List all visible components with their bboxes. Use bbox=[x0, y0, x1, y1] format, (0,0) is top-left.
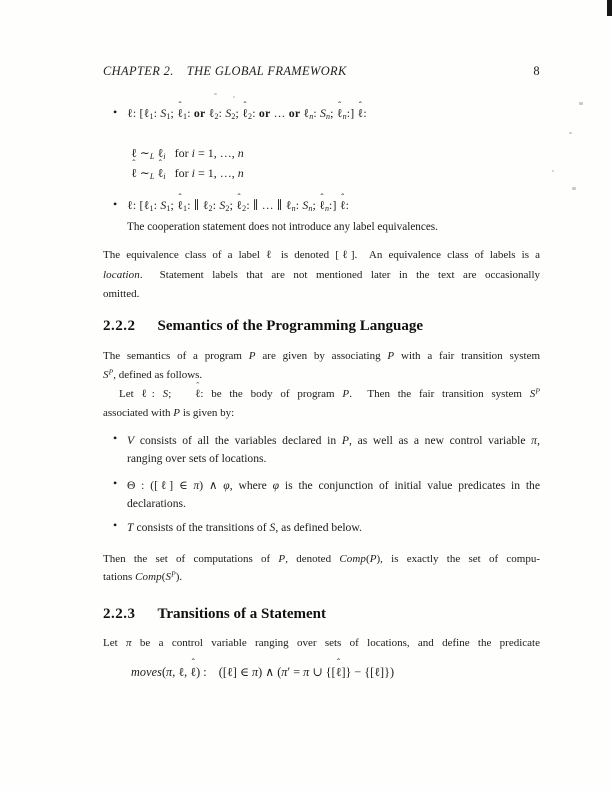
bullet-initial-condition bbox=[112, 477, 540, 512]
chapter-label: CHAPTER 2. bbox=[103, 64, 174, 78]
paragraph-semantics bbox=[103, 347, 540, 384]
text-line: location. Statement labels that are not mentioned later in the text are occasionally bbox=[103, 268, 540, 281]
section-number: 2.2.3 bbox=[103, 606, 136, 622]
scan-speck bbox=[569, 132, 572, 134]
section-title: Semantics of the Programming Language bbox=[157, 318, 424, 334]
equation-line: ℓ $\sim_L$ ℓ$_i$ for i = 1, …, n bbox=[131, 146, 244, 162]
text-line: associated with P is given by: bbox=[103, 407, 235, 419]
equation-line: moves(π, ℓ, ℓ ˆ) : ([ℓ] ∈ π) ∧ (π′ = π ∪ {[ℓ ˆ]} − {[ℓ]}) bbox=[131, 662, 394, 682]
text-line: Let ℓ: S; ℓ ˆ: be the body of program P. Then the fair transition system $S^P$ bbox=[103, 385, 540, 404]
equation-block bbox=[131, 143, 244, 183]
text-line: • V consists of all the variables declared in P, as well as a new control variable π, bbox=[127, 434, 540, 447]
scan-speck bbox=[214, 93, 217, 95]
section-title: Transitions of a Statement bbox=[157, 606, 326, 622]
paragraph-control-variable bbox=[103, 634, 540, 652]
equation-line: ℓ ˆ $\sim_L$ ℓ ˆ$_i$ for i = 1, …, n bbox=[131, 163, 244, 183]
text-line: $S^P$, defined as follows. bbox=[103, 366, 203, 381]
bullet-coop-statement: • ℓ: [ℓ$_1$: $S_1$; ℓ ˆ$_1$: ∥ ℓ$_2$: $S_2$; ℓ ˆ$_2$: ∥ … ∥ ℓ$_n$: $S_n$; ℓ ˆ$_n$:] ℓ ˆ: bbox=[112, 198, 540, 213]
paragraph-equivalence bbox=[103, 246, 540, 305]
text-line: tations $Comp(S^P)$. bbox=[103, 569, 183, 583]
scan-speck bbox=[572, 187, 576, 190]
paragraph-let-body bbox=[103, 385, 540, 423]
section-heading-transitions bbox=[103, 606, 540, 623]
text-line: ranging over sets of locations. bbox=[127, 451, 267, 465]
bullet-transitions bbox=[112, 519, 540, 537]
scan-speck bbox=[579, 102, 583, 105]
chapter-title: THE GLOBAL FRAMEWORK bbox=[186, 64, 347, 78]
text-line: • Θ : ([ℓ] ∈ π) ∧ φ, where φ is the conjunction of initial value predicates in the bbox=[127, 479, 540, 492]
paragraph-computations bbox=[103, 550, 540, 586]
section-heading-semantics bbox=[103, 318, 540, 335]
text-line: The semantics of a program P are given by associating P with a fair transition system bbox=[103, 350, 541, 362]
coop-note: The cooperation statement does not introduce any label equivalences. bbox=[127, 221, 438, 233]
bullet-or-statement: • ℓ: [ℓ$_1$: $S_1$; ℓ ˆ$_1$: or ℓ$_2$: $S_2$; ℓ ˆ$_2$: or … or ℓ$_n$: $S_n$; ℓ ˆ$_n$:] ℓ ˆ: bbox=[112, 106, 540, 121]
running-header bbox=[103, 64, 540, 79]
running-title bbox=[103, 64, 347, 79]
scan-corner-mark bbox=[607, 0, 612, 16]
text-line: Let π be a control variable ranging over sets of locations, and define the predicate bbox=[103, 637, 540, 649]
equation-moves bbox=[131, 662, 394, 682]
bullet-variables bbox=[112, 432, 540, 467]
text-line: Then the set of computations of P, denoted Comp(P), is exactly the set of compu- bbox=[103, 553, 540, 565]
scan-speck bbox=[233, 96, 235, 98]
text-line: The equivalence class of a label ℓ is denoted [ℓ]. An equivalence class of labels is a bbox=[103, 249, 540, 261]
page-number: 8 bbox=[533, 64, 540, 78]
scan-speck bbox=[552, 170, 554, 172]
text-line: omitted. bbox=[103, 288, 140, 300]
text-line: • T consists of the transitions of S, as defined below. bbox=[127, 521, 362, 534]
text-line: declarations. bbox=[127, 496, 186, 510]
section-number: 2.2.2 bbox=[103, 318, 136, 334]
